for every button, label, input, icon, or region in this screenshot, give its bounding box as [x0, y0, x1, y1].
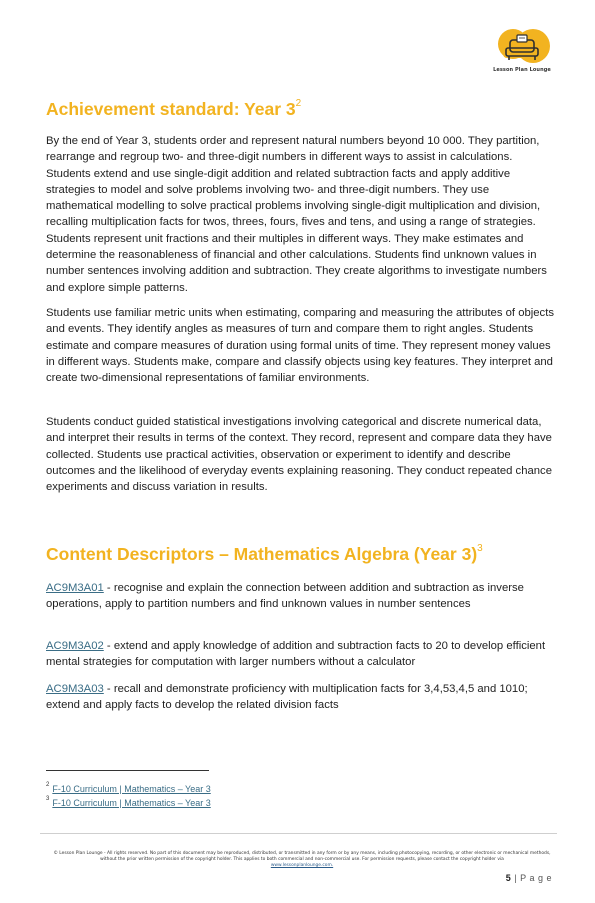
achievement-paragraph-1: By the end of Year 3, students order and represent natural numbers beyond 10 000. They partition, rearrange and regroup two- and three-digit numbers in different ways to assist in calculations. Students extend and use single-digit addition and related subtraction facts and apply additive strategies to model and solve problems involving two- and three-digit numbers. They use mathematical modelling to solve practical problems involving single-digit multiplication and division, recalling multiplication facts for twos, threes, fours, fives and tens, and using a range of strategies. Students represent unit fractions and their multiples in different ways. They make estimates and determine the reasonableness of financial and other calculations. Students find unknown values in number sentences involving addition and subtraction. They create algorithms to investigate numbers and explore simple patterns.: [46, 135, 547, 294]
achievement-paragraph-3: Students conduct guided statistical investigations involving categorical and discrete numerical data, and interpret their results in terms of the context. They record, represent and compare data they have collected. Students use practical activities, observation or experiment to identify and describe outcomes and the likelihood of everyday events explaining reasoning. They conduct repeated chance experiments and discuss variation in results.: [46, 416, 552, 494]
descriptor-text-1: - recognise and explain the connection between addition and subtraction as inverse operations, apply to partition numbers and find unknown values in number sentences: [46, 582, 524, 611]
content-descriptor-1: [46, 580, 561, 613]
page-label: | P a g e: [514, 873, 552, 883]
achievement-standard-heading: [46, 99, 301, 120]
content-descriptor-3: [46, 681, 561, 714]
footnote-divider: [46, 770, 209, 771]
content-descriptor-2: [46, 638, 561, 671]
page-number-value: 5: [505, 873, 512, 883]
page-number: [506, 873, 552, 883]
website-link[interactable]: www.lessonplanlounge.com.: [270, 863, 334, 868]
achievement-heading-text: Achievement standard: Year 3: [46, 99, 296, 119]
footnote-ref-3[interactable]: 3: [477, 543, 483, 555]
footnote-link-2[interactable]: F-10 Curriculum | Mathematics – Year 3: [52, 784, 211, 794]
footer-divider: [40, 833, 557, 834]
descriptor-code-link-2[interactable]: AC9M3A02: [46, 640, 104, 652]
content-heading-text: Content Descriptors – Mathematics Algebra (Year 3): [46, 544, 478, 564]
descriptor-text-3: - recall and demonstrate proficiency with multiplication facts for 3,4,53,4,5 and 1010; extend and apply facts to develop the related division facts: [46, 683, 528, 712]
footnote-3: [46, 795, 211, 809]
footnote-link-3[interactable]: F-10 Curriculum | Mathematics – Year 3: [52, 798, 211, 808]
descriptor-code-link-1[interactable]: AC9M3A01: [46, 582, 104, 594]
content-descriptors-heading: [46, 544, 483, 565]
footnote-number-2: 2: [46, 782, 50, 788]
copyright-notice: [46, 851, 558, 869]
footnote-2: [46, 781, 211, 795]
descriptor-text-2: - extend and apply knowledge of addition and subtraction facts to 20 to develop efficient mental strategies for computation with larger numbers without a calculator: [46, 640, 546, 669]
footnote-number-3: 3: [46, 796, 50, 802]
copyright-text: © Lesson Plan Lounge - All rights reserved. No part of this document may be reproduced, distributed, or transmitted in any form or by any means, including photocopying, recording, or other electronic or mechanical methods, without the prior written permission of the copyright holder. This applies to both commercial and non-commercial use. For permission requests, please contact the copyright holder via: [53, 851, 551, 862]
logo-text: Lesson Plan Lounge: [493, 67, 551, 73]
descriptor-code-link-3[interactable]: AC9M3A03: [46, 683, 104, 695]
footnote-ref-2[interactable]: 2: [295, 98, 302, 110]
achievement-paragraph-2: Students use familiar metric units when estimating, comparing and measuring the attributes of objects and events. They identify angles as measures of turn and compare them to right angles. Students estimate and compare measures of duration using formal units of time. They represent money values in different ways. Students make, compare and classify objects using key features. They interpret and create two-dimensional representations of familiar environments.: [46, 307, 554, 385]
